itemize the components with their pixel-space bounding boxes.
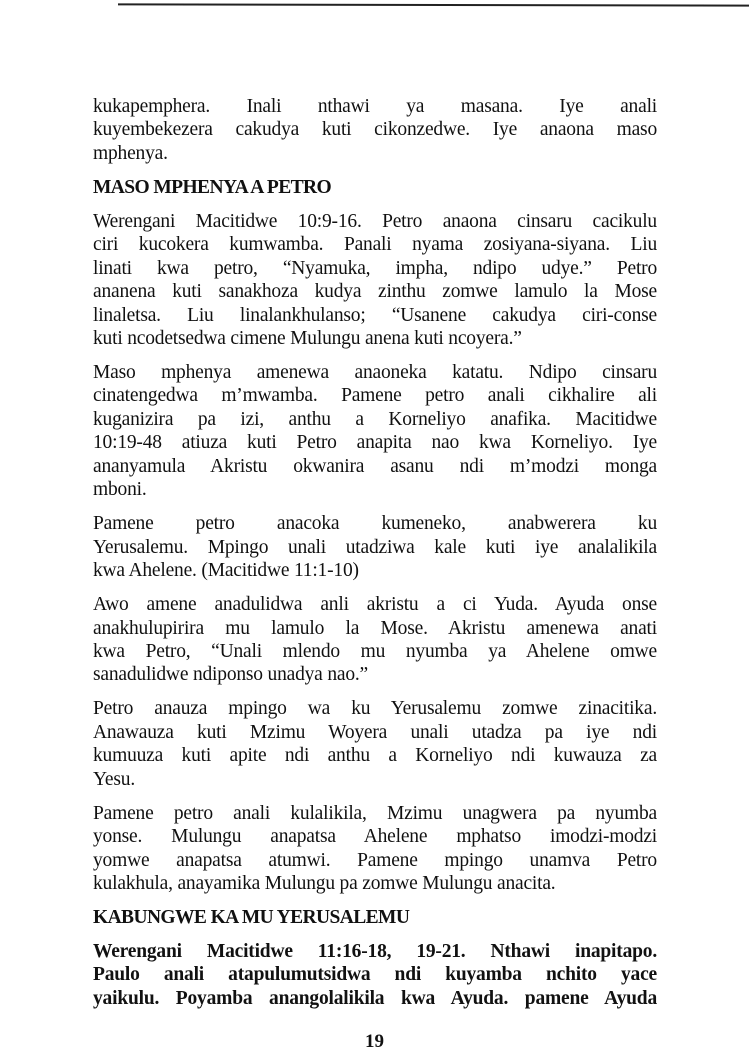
paragraph-line: kuyembekezera cakudya kuti cikonzedwe. Iye anaona maso [93, 119, 657, 141]
paragraph-line: Paulo anali atapulumutsidwa ndi kuyamba nchito yace [93, 964, 657, 986]
paragraph-line: Petro anauza mpingo wa ku Yerusalemu zomwe zinacitika. [93, 698, 657, 720]
paragraph-line: Pamene petro anacoka kumeneko, anabwerera ku [93, 513, 657, 535]
paragraph-line: anakhulupirira mu lamulo la Mose. Akristu amenewa anati [93, 617, 657, 639]
paragraph-line: kuganizira pa izi, anthu a Korneliyo anafika. Macitidwe [93, 408, 657, 430]
paragraph-line: cinatengedwa m’mwamba. Pamene petro anali cikhalire ali [93, 385, 657, 407]
paragraph-line: ciri kucokera kumwamba. Panali nyama zosiyana-siyana. Liu [93, 234, 657, 256]
paragraph-line: ananena kuti sanakhoza kudya zinthu zomwe lamulo la Mose [93, 281, 657, 303]
paragraph-line: Anawauza kuti Mzimu Woyera unali utadza pa iye ndi [93, 721, 657, 743]
paragraph-line: mboni. [93, 479, 147, 501]
paragraph-line: sanadulidwe ndiponso unadya nao.” [93, 664, 368, 686]
paragraph-line: linaletsa. Liu linalankhulanso; “Usanene cakudya ciri-conse [93, 304, 657, 326]
paragraph-line: yaikulu. Poyamba anangolalikila kwa Ayuda. pamene Ayuda [93, 987, 657, 1009]
paragraph-line: Werengani Macitidwe 10:9-16. Petro anaona cinsaru cacikulu [93, 210, 657, 232]
paragraph-line: Awo amene anadulidwa anli akristu a ci Yuda. Ayuda onse [93, 594, 657, 616]
page-number: 19 [365, 1031, 384, 1052]
paragraph-line: Pamene petro anali kulalikila, Mzimu unagwera pa nyumba [93, 802, 657, 824]
paragraph-line: Werengani Macitidwe 11:16-18, 19-21. Nthawi inapitapo. [93, 940, 657, 962]
paragraph-line: Yesu. [93, 768, 135, 790]
paragraph-line: kulakhula, anayamika Mulungu pa zomwe Mulungu anacita. [93, 873, 556, 894]
paragraph-line: yomwe anapatsa atumwi. Pamene mpingo unamva Petro [93, 849, 657, 871]
paragraph-line: kwa Petro, “Unali mlendo mu nyumba ya Ahelene omwe [93, 640, 657, 662]
paragraph-line: kwa Ahelene. (Macitidwe 11:1-10) [93, 560, 359, 582]
paragraph-line: yonse. Mulungu anapatsa Ahelene mphatso imodzi-modzi [93, 826, 657, 848]
paragraph-line: Maso mphenya amenewa anaoneka katatu. Ndipo cinsaru [93, 362, 657, 383]
top-rule [118, 3, 749, 6]
paragraph-line: ananyamula Akristu okwanira asanu ndi m’modzi monga [93, 455, 657, 477]
paragraph-line: kuti ncodetsedwa cimene Mulungu anena kuti ncoyera.” [93, 328, 522, 350]
paragraph-line: mphenya. [93, 142, 168, 164]
paragraph-line: kukapemphera. Inali nthawi ya masana. Iye anali [93, 96, 657, 117]
section-heading: MASO MPHENYA A PETRO [93, 176, 332, 198]
paragraph-line: linati kwa petro, “Nyamuka, impha, ndipo udye.” Petro [93, 257, 657, 279]
section-heading: KABUNGWE KA MU YERUSALEMU [93, 906, 410, 928]
paragraph-line: kumuuza kuti apite ndi anthu a Korneliyo ndi kuwauza za [93, 745, 657, 767]
paragraph-line: Yerusalemu. Mpingo unali utadziwa kale kuti iye analalikila [93, 536, 657, 558]
paragraph-line: 10:19-48 atiuza kuti Petro anapita nao kwa Korneliyo. Iye [93, 432, 657, 454]
